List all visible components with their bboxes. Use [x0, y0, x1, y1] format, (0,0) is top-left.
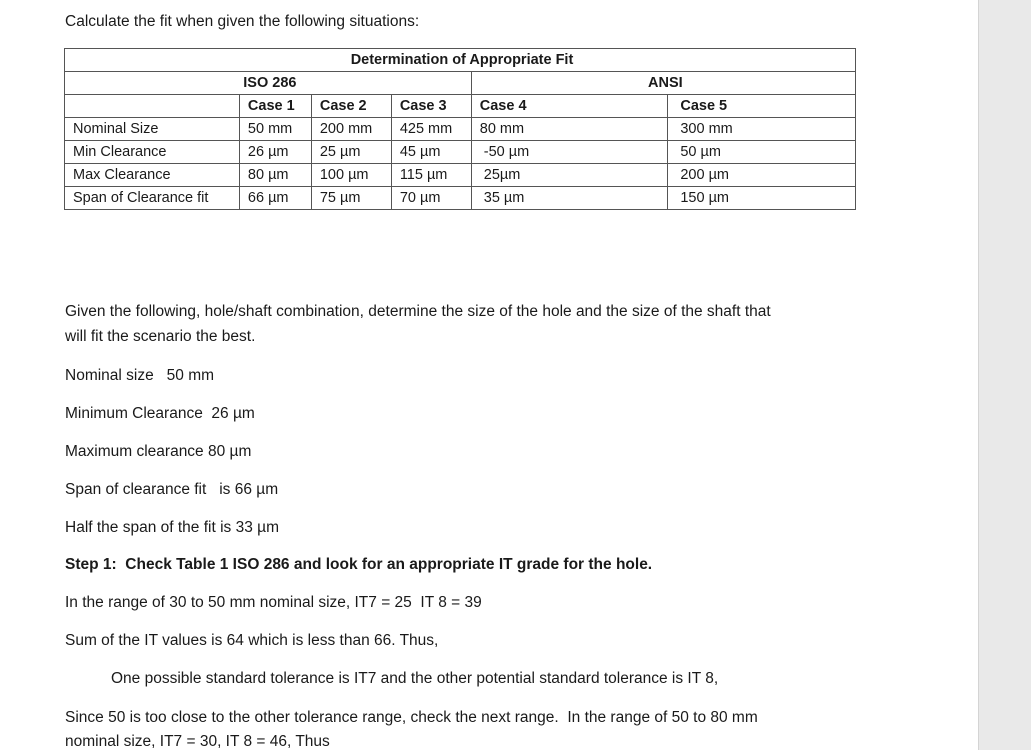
table-cell: 45 µm	[391, 141, 471, 164]
table-cell: 300 mm	[668, 118, 856, 141]
max-clearance-text: Maximum clearance 80 µm	[65, 443, 252, 460]
table-cell: -50 µm	[471, 141, 668, 164]
table-standard-row	[65, 72, 856, 95]
table-cell: 80 mm	[471, 118, 668, 141]
possible-tolerance-text: One possible standard tolerance is IT7 and the other potential standard tolerance is IT 8,	[111, 670, 719, 687]
table-row	[65, 164, 856, 187]
table-cell: 80 µm	[239, 164, 311, 187]
table-cell: 26 µm	[239, 141, 311, 164]
table-row	[65, 141, 856, 164]
table-cell: 25 µm	[311, 141, 391, 164]
min-clearance-text: Minimum Clearance 26 µm	[65, 405, 255, 422]
given-line-2: will fit the scenario the best.	[65, 328, 256, 345]
table-cell: 115 µm	[391, 164, 471, 187]
case-header: Case 3	[391, 95, 471, 118]
since-line-2: nominal size, IT7 = 30, IT 8 = 46, Thus	[65, 733, 330, 750]
table-cell: 35 µm	[471, 187, 668, 210]
iso-label: ISO 286	[65, 72, 472, 95]
table-cell: 66 µm	[239, 187, 311, 210]
case-header: Case 5	[668, 95, 856, 118]
table-cell: 200 µm	[668, 164, 856, 187]
ansi-label: ANSI	[471, 72, 855, 95]
case-header: Case 4	[471, 95, 668, 118]
fit-table	[64, 48, 856, 210]
table-cell: 75 µm	[311, 187, 391, 210]
row-label: Span of Clearance fit	[65, 187, 240, 210]
table-cell: 100 µm	[311, 164, 391, 187]
table-cell: 25µm	[471, 164, 668, 187]
range-1-text: In the range of 30 to 50 mm nominal size, IT7 = 25 IT 8 = 39	[65, 594, 482, 611]
table-row	[65, 187, 856, 210]
span-text: Span of clearance fit is 66 µm	[65, 481, 279, 498]
sum-text: Sum of the IT values is 64 which is less than 66. Thus,	[65, 632, 439, 649]
row-label: Min Clearance	[65, 141, 240, 164]
step-1-heading: Step 1: Check Table 1 ISO 286 and look for an appropriate IT grade for the hole.	[65, 556, 653, 573]
table-cell: 425 mm	[391, 118, 471, 141]
case-header: Case 1	[239, 95, 311, 118]
table-cell: 200 mm	[311, 118, 391, 141]
table-cell: 50 mm	[239, 118, 311, 141]
table-cell: 50 µm	[668, 141, 856, 164]
right-side-panel	[978, 0, 1031, 750]
since-line-1: Since 50 is too close to the other tolerance range, check the next range. In the range of 50 to 80 mm	[65, 709, 758, 726]
row-label: Nominal Size	[65, 118, 240, 141]
table-title-row	[65, 49, 856, 72]
table-cell: 150 µm	[668, 187, 856, 210]
row-label: Max Clearance	[65, 164, 240, 187]
intro-text: Calculate the fit when given the following situations:	[65, 13, 420, 30]
half-span-text: Half the span of the fit is 33 µm	[65, 519, 279, 536]
case-header: Case 2	[311, 95, 391, 118]
table-cell: 70 µm	[391, 187, 471, 210]
nominal-size-text: Nominal size 50 mm	[65, 367, 215, 384]
given-line-1: Given the following, hole/shaft combination, determine the size of the hole and the size of the shaft that	[65, 303, 771, 320]
table-row	[65, 118, 856, 141]
table-case-header-row	[65, 95, 856, 118]
table-title: Determination of Appropriate Fit	[65, 49, 856, 72]
empty-header-cell	[65, 95, 240, 118]
